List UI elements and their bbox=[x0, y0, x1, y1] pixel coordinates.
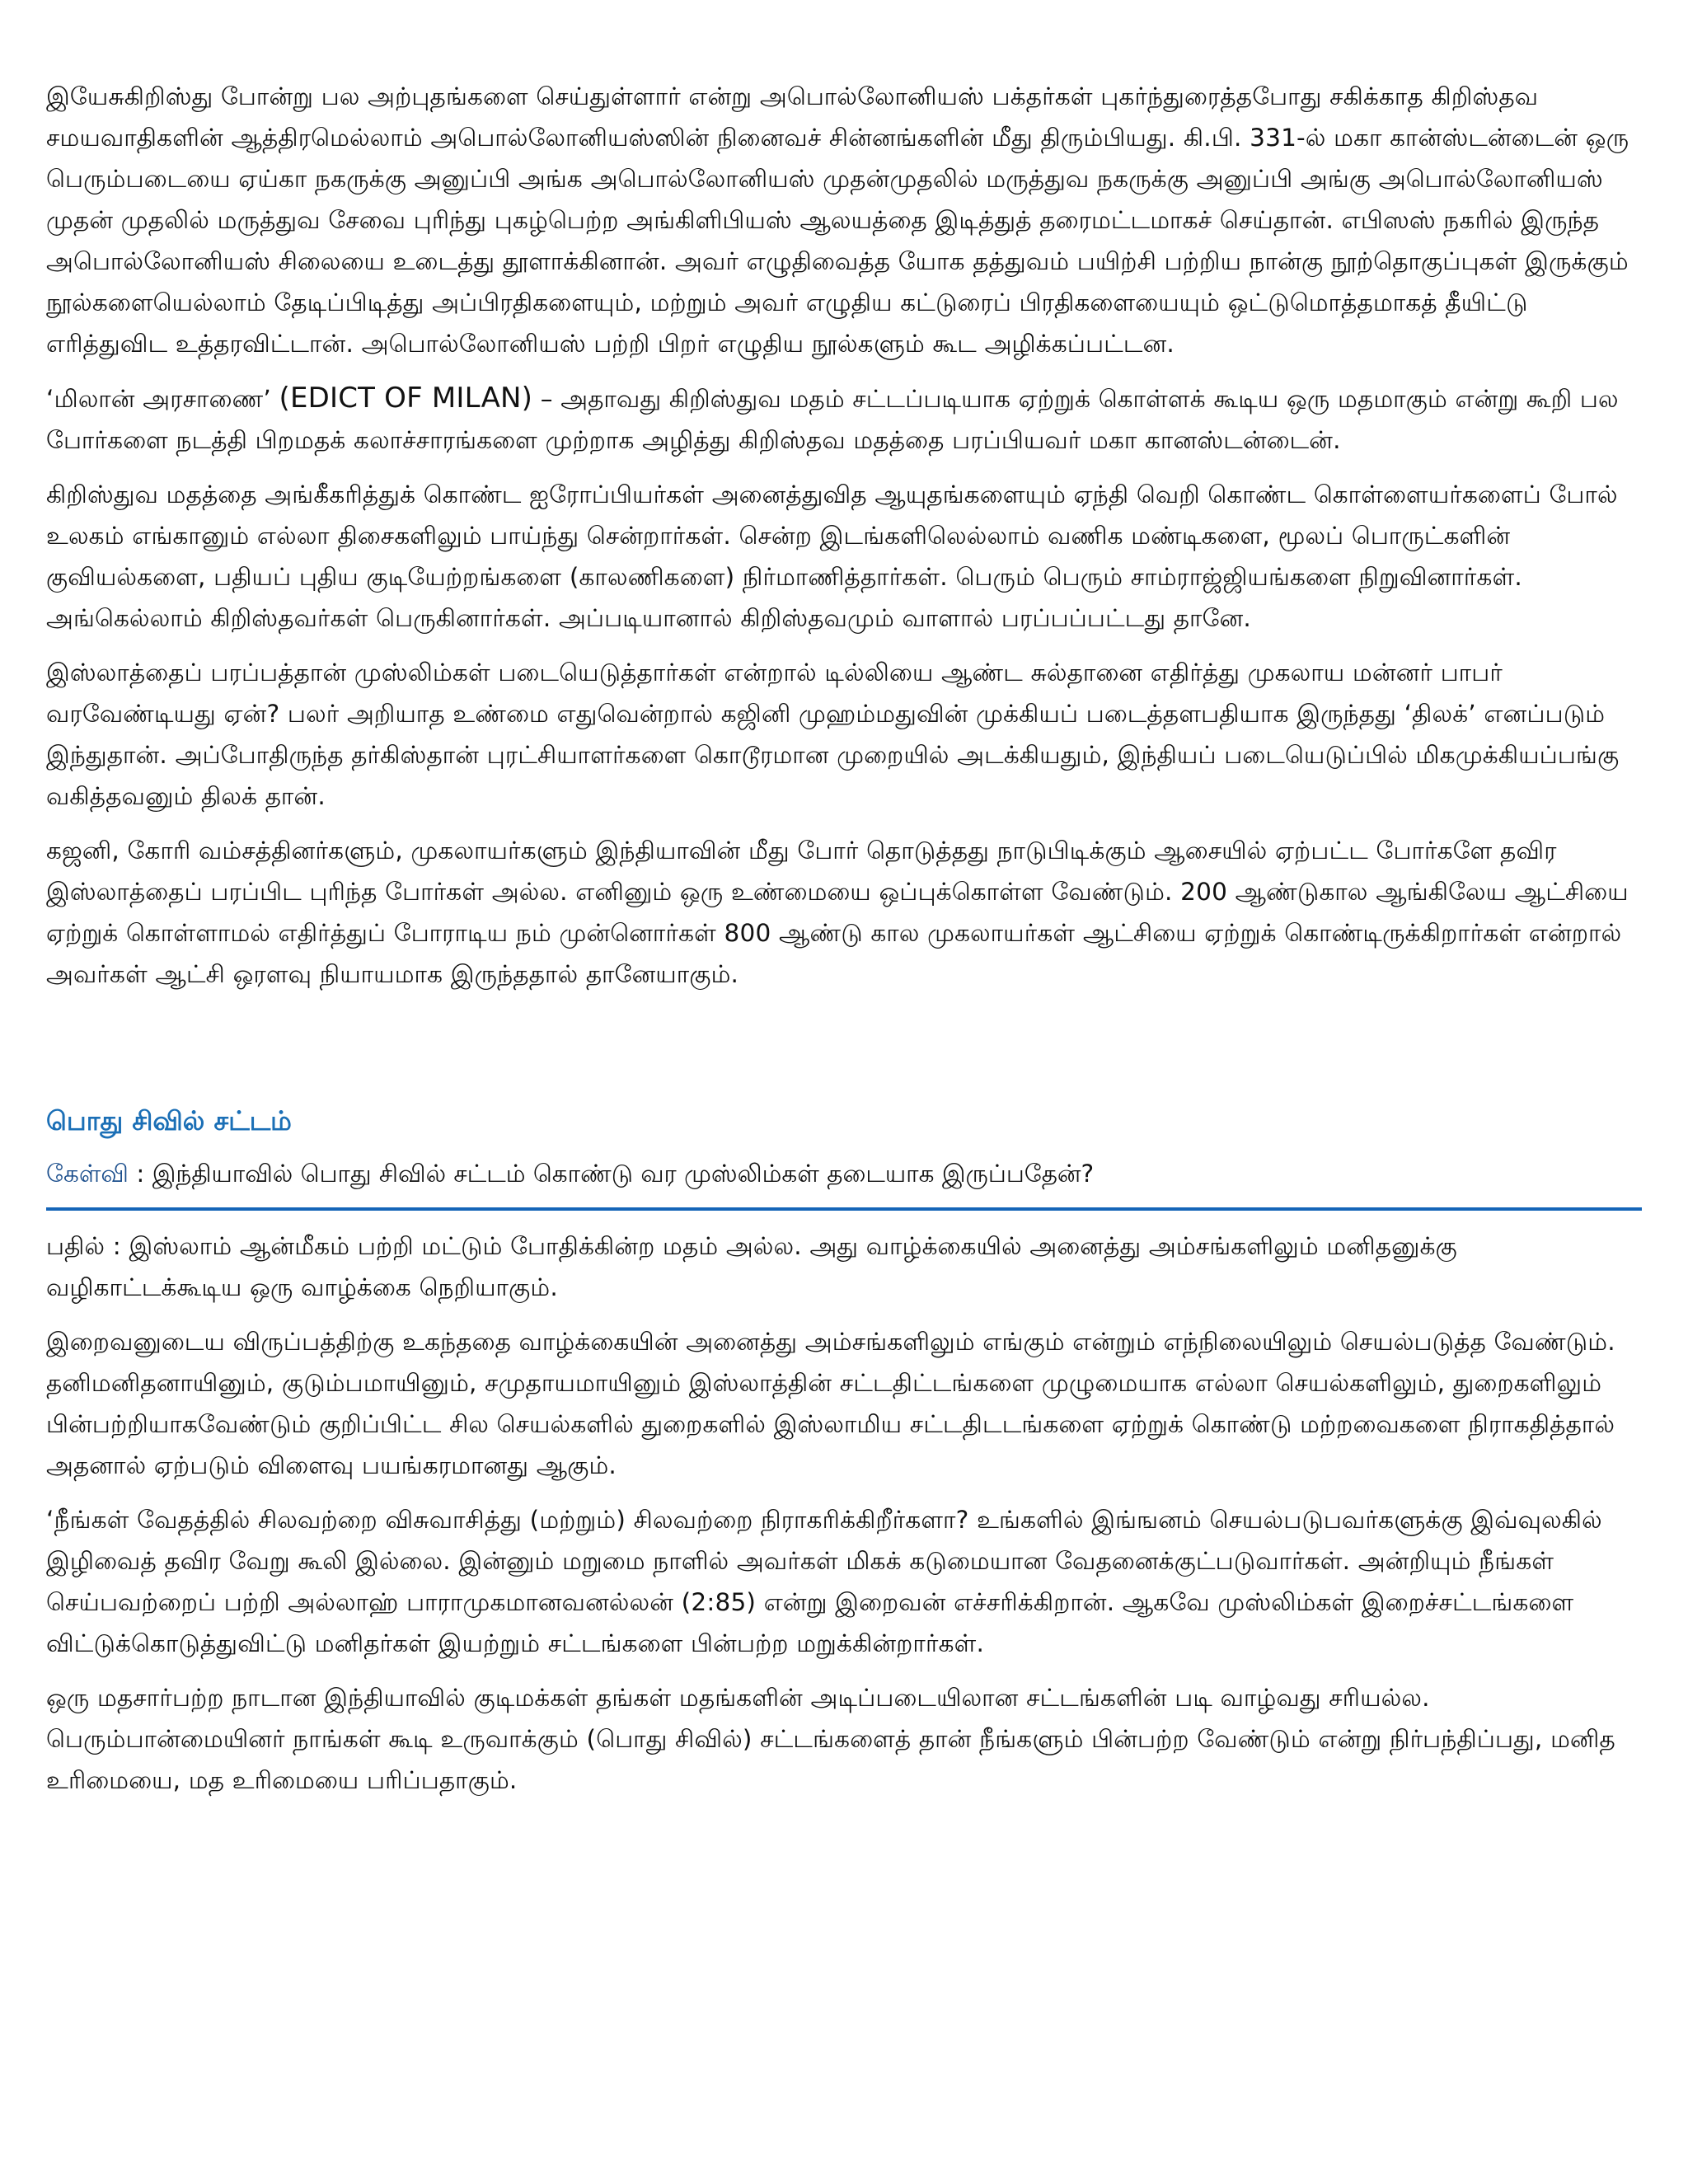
section-divider bbox=[46, 1207, 1642, 1211]
question-line bbox=[46, 1153, 1642, 1194]
paragraph-europeans: கிறிஸ்துவ மதத்தை அங்கீகரித்துக் கொண்ட ஐரோப்பியர்கள் அனைத்துவித ஆயுதங்களையும் ஏந்தி வெறி கொண்ட கொள்ளையர்களைப் போல் உலகம் எங்கானும் எல்லா திசைகளிலும் பாய்ந்து சென்றார்கள். சென்ற இடங்களிலெல்லாம் வணிக மண்டிகளை, மூலப் பொருட்களின் குவியல்களை, பதியப் புதிய குடியேற்றங்களை (காலணிகளை) நிர்மாணித்தார்கள். பெரும் பெரும் சாம்ராஜ்ஜியங்களை நிறுவினார்கள். அங்கெல்லாம் கிறிஸ்தவர்கள் பெருகினார்கள். அப்படியானால் கிறிஸ்தவமும் வாளால் பரப்பப்பட்டது தானே. bbox=[46, 480, 1618, 632]
answer-paragraph-4: ஒரு மதசார்பற்ற நாடான இந்தியாவில் குடிமக்கள் தங்கள் மதங்களின் அடிப்படையிலான சட்டங்களின் படி வாழ்வது சரியல்ல. பெரும்பான்மையினர் நாங்கள் கூடி உருவாக்கும் (பொது சிவில்) சட்டங்களைத் தான் நீங்களும் பின்பற்ற வேண்டும் என்று நிர்பந்திப்பது, மனித உரிமையை, மத உரிமையை பரிப்பதாகும். bbox=[46, 1684, 1615, 1794]
paragraph-edict-of-milan bbox=[46, 377, 1642, 461]
paragraph-islam-spread: இஸ்லாத்தைப் பரப்பத்தான் முஸ்லிம்கள் படையெடுத்தார்கள் என்றால் டில்லியை ஆண்ட சுல்தானை எதிர்த்து முகலாய மன்னர் பாபர் வரவேண்டியது ஏன்? பலர் அறியாத உண்மை எதுவென்றால் கஜினி முஹம்மதுவின் முக்கியப் படைத்தளபதியாக இருந்தது ‘திலக்’ எனப்படும் இந்துதான். அப்போதிருந்த தர்கிஸ்தான் புரட்சியாளர்களை கொடூரமான முறையில் அடக்கியதும், இந்தியப் படையெடுப்பில் மிகமுக்கியப்பங்கு வகித்தவனும் திலக் தான். bbox=[46, 658, 1620, 810]
edict-english-label: (EDICT OF MILAN) bbox=[279, 382, 533, 415]
paragraph-mughal-rule: கஜனி, கோரி வம்சத்தினர்களும், முகலாயர்களும் இந்தியாவின் மீது போர் தொடுத்தது நாடுபிடிக்கும் ஆசையில் ஏற்பட்ட போர்களே தவிர இஸ்லாத்தைப் பரப்பிட புரிந்த போர்கள் அல்ல. எனினும் ஒரு உண்மையை ஒப்புக்கொள்ள வேண்டும். 200 ஆண்டுகால ஆங்கிலேய ஆட்சியை ஏற்றுக் கொள்ளாமல் எதிர்த்துப் போராடிய நம் முன்னொர்கள் 800 ஆண்டு கால முகலாயர்கள் ஆட்சியை ஏற்றுக் கொண்டிருக்கிறார்கள் என்றால் அவர்கள் ஆட்சி ஒரளவு நியாயமாக இருந்ததால் தானேயாகும். bbox=[46, 837, 1629, 988]
section-title: பொது சிவில் சட்டம் bbox=[46, 1105, 292, 1137]
answer-paragraph-2: இறைவனுடைய விருப்பத்திற்கு உகந்ததை வாழ்க்கையின் அனைத்து அம்சங்களிலும் எங்கும் என்றும் எந்நிலையிலும் செயல்படுத்த வேண்டும். தனிமனிதனாயினும், குடும்பமாயினும், சமுதாயமாயினும் இஸ்லாத்தின் சட்டதிட்டங்களை முழுமையாக எல்லா செயல்களிலும், துறைகளிலும் பின்பற்றியாகவேண்டும் குறிப்பிட்ட சில செயல்களில் துறைகளில் இஸ்லாமிய சட்டதிடடங்களை ஏற்றுக் கொண்டு மற்றவைகளை நிராகதித்தால் அதனால் ஏற்படும் விளைவு பயங்கரமானது ஆகும். bbox=[46, 1328, 1615, 1479]
question-text: : இந்தியாவில் பொது சிவில் சட்டம் கொண்டு வர முஸ்லிம்கள் தடையாக இருப்பதேன்? bbox=[129, 1160, 1095, 1188]
edict-text: – அதாவது கிறிஸ்துவ மதம் சட்டப்படியாக ஏற்றுக் கொள்ளக் கூடிய ஒரு மதமாகும் என்று கூறி பல போர்களை நடத்தி பிறமதக் கலாச்சாரங்களை முற்றாக அழித்து கிறிஸ்தவ மதத்தை பரப்பியவர் மகா கானஸ்டன்டைன். bbox=[46, 385, 1619, 454]
question-label: கேள்வி bbox=[46, 1160, 129, 1188]
answer-paragraph-1: பதில் : இஸ்லாம் ஆன்மீகம் பற்றி மட்டும் போதிக்கின்ற மதம் அல்ல. அது வாழ்க்கையில் அனைத்து அம்சங்களிலும் மனிதனுக்கு வழிகாட்டக்கூடிய ஒரு வாழ்க்கை நெறியாகும். bbox=[46, 1232, 1457, 1301]
edict-tamil-label: ‘மிலான் அரசாணை’ bbox=[46, 385, 279, 413]
paragraph-apollonius: இயேசுகிறிஸ்து போன்று பல அற்புதங்களை செய்துள்ளார் என்று அபொல்லோனியஸ் பக்தர்கள் புகர்ந்துரைத்தபோது சகிக்காத கிறிஸ்தவ சமயவாதிகளின் ஆத்திரமெல்லாம் அபொல்லோனியஸ்ஸின் நினைவச் சின்னங்களின் மீது திரும்பியது. கி.பி. 331-ல் மகா கான்ஸ்டன்டைன் ஒரு பெரும்படையை ஏய்கா நகருக்கு அனுப்பி அங்க அபொல்லோனியஸ் முதன்முதலில் மருத்துவ நகருக்கு அனுப்பி அங்கு அபொல்லோனியஸ் முதன் முதலில் மருத்துவ சேவை புரிந்து புகழ்பெற்ற அங்கிளிபியஸ் ஆலயத்தை இடித்துத் தரைமட்டமாகச் செய்தான். எபிஸஸ் நகரில் இருந்த அபொல்லோனியஸ் சிலையை உடைத்து தூளாக்கினான். அவர் எழுதிவைத்த யோக தத்துவம் பயிற்சி பற்றிய நான்கு நூற்தொகுப்புகள் இருக்கும் நூல்களையெல்லாம் தேடிப்பிடித்து அப்பிரதிகளையும், மற்றும் அவர் எழுதிய கட்டுரைப் பிரதிகளையையும் ஒட்டுமொத்தமாகத் தீயிட்டு எரித்துவிட உத்தரவிட்டான். அபொல்லோனியஸ் பற்றி பிறர் எழுதிய நூல்களும் கூட அழிக்கப்பட்டன. bbox=[46, 82, 1629, 358]
answer-paragraph-3: ‘நீங்கள் வேதத்தில் சிலவற்றை விசுவாசித்து (மற்றும்) சிலவற்றை நிராகரிக்கிறீர்களா? உங்களில் இங்ஙனம் செயல்படுபவர்களுக்கு இவ்வுலகில் இழிவைத் தவிர வேறு கூலி இல்லை. இன்னும் மறுமை நாளில் அவர்கள் மிகக் கடுமையான வேதனைக்குட்படுவார்கள். அன்றியும் நீங்கள் செய்பவற்றைப் பற்றி அல்லாஹ் பாராமுகமானவனல்லன் (2:85) என்று இறைவன் எச்சரிக்கிறான். ஆகவே முஸ்லிம்கள் இறைச்சட்டங்களை விட்டுக்கொடுத்துவிட்டு மனிதர்கள் இயற்றும் சட்டங்களை பின்பற்ற மறுக்கின்றார்கள். bbox=[46, 1506, 1602, 1657]
